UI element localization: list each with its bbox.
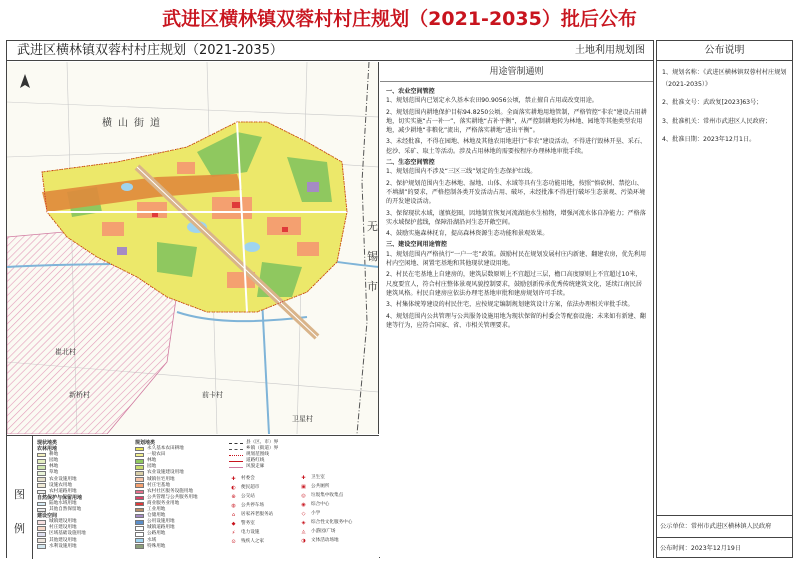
legend-item-label: 公共厕所 xyxy=(311,484,330,490)
legend-swatch xyxy=(135,502,144,507)
legend-item-label: 林地 xyxy=(49,464,59,470)
notes-paragraph: 3、保留现状水域，谨慎挖圈，因地制宜恢复河流湖池水生植物，增强河流水体自净能力；严格落实水域保护蓝线，保障沿湖沿河生态开敞空间。 xyxy=(386,209,646,226)
legend-symbol-item xyxy=(299,474,377,483)
announcement-title: 公布说明 xyxy=(657,41,792,61)
legend-swatch xyxy=(37,465,46,470)
legend-item-label: 林地 xyxy=(147,458,157,464)
legend-symbol-icon: ◉ xyxy=(301,502,306,509)
notes-paragraph: 2、规划范围内耕地保护目标94.8250公顷。全面落实耕地用地管制，严格管控“非农”建设占用耕地，切实实施“占一补一”，落实耕地“占补平衡”，从严控制耕地转为林地、园地等其他类型农用地，减少耕地“非粮化”流出，严格落实耕地“进出平衡”。 xyxy=(386,108,647,135)
legend-item-label: 农村道路用地 xyxy=(49,488,77,494)
legend-label xyxy=(7,436,33,559)
legend-symbol-icon: ◐ xyxy=(231,484,236,491)
notes-paragraph: 4、鼓励实施森林抚育，提高森林资源生态功能和景观效果。 xyxy=(386,230,549,238)
legend-symbol-item xyxy=(229,474,299,483)
plan-subtitle: 土地利用规划图 xyxy=(575,45,645,56)
legend-swatch xyxy=(135,477,144,482)
legend-item xyxy=(135,544,225,550)
legend-item-label: 永久基本农田耕地 xyxy=(147,446,184,452)
publish-date: 公布时间：2023年12月19日 xyxy=(657,537,792,558)
legend-swatch xyxy=(135,538,144,543)
announcement-footer xyxy=(657,515,792,558)
legend-swatch xyxy=(37,453,46,458)
announcement-item: 4、批准日期：2023年12月1日。 xyxy=(662,136,756,143)
legend-swatch xyxy=(135,514,144,519)
plan-title: 武进区横林镇双蓉村村庄规划（2021-2035） xyxy=(17,43,283,58)
legend-symbol-icon: ◈ xyxy=(301,520,306,527)
usage-control-notes xyxy=(380,62,653,558)
legend-swatch xyxy=(135,459,144,464)
legend-current-column xyxy=(37,440,119,550)
land-use-map-graphic xyxy=(7,62,379,434)
legend-current-sub2: 自然保护与保留用地 xyxy=(37,494,83,501)
legend-swatch xyxy=(135,544,144,549)
legend-lines-column xyxy=(229,440,299,546)
notes-paragraph: 3、村集体统筹建设的村民住宅，应按规定编制规划建筑设计方案，依法办理相关审批手续。 xyxy=(386,301,634,309)
legend-item-label: 垃圾集中收集点 xyxy=(311,493,344,499)
notes-paragraph: 1、规划范围内已划定永久基本农田90.9056公顷，禁止擅自占用或改变用途。 xyxy=(386,97,598,105)
legend-symbol-item xyxy=(299,510,377,519)
legend-symbol-icon: ⊕ xyxy=(231,493,236,500)
legend-item-label: 耕地 xyxy=(49,452,59,458)
legend-symbol-item xyxy=(299,537,377,546)
legend-swatch xyxy=(135,496,144,501)
legend-symbol-icon: ◇ xyxy=(301,511,306,518)
legend-swatch xyxy=(135,447,144,452)
legend-symbol-icon: ◍ xyxy=(231,502,236,509)
legend-item-label: 居家养老服务站 xyxy=(241,511,274,517)
legend-symbol-item xyxy=(229,501,299,510)
legend-item-label: 园地 xyxy=(49,458,59,464)
legend-symbol-item xyxy=(229,492,299,501)
map-label-hengshan: 横山街道 xyxy=(102,118,166,129)
legend-plan-column xyxy=(135,440,225,550)
legend-item-label: 设施农用地 xyxy=(49,482,72,488)
land-use-map[interactable] xyxy=(7,62,379,434)
legend-item-label: 综合中心 xyxy=(311,502,330,508)
legend-line-sample xyxy=(229,449,243,450)
announcement-panel xyxy=(656,40,793,558)
notes-paragraph: 1、规划范围内不涉及“三区三线”划定的生态保护红线。 xyxy=(386,168,537,176)
legend-item-label: 道路红线 xyxy=(246,458,265,464)
legend-plan-title: 规划地类 xyxy=(135,440,156,446)
legend-symbol-icon: ⚡ xyxy=(231,529,236,536)
plan-header xyxy=(7,41,653,61)
legend-symbol-icon: ◬ xyxy=(301,529,306,536)
legend-symbol-item xyxy=(229,483,299,492)
legend-symbol-icon: ◆ xyxy=(231,520,236,527)
legend-swatch xyxy=(37,520,46,525)
legend-swatch xyxy=(37,532,46,537)
legend-item-label: 农业设施建设用地 xyxy=(147,470,184,476)
map-label-village-a: 崔北村 xyxy=(55,348,76,356)
legend-symbol-item xyxy=(299,519,377,528)
notes-paragraph: 3、未经批准，不得在园地、林地及其他农用地进行“非农”建设活动，不得进行毁林开垦、采石、挖沙、采矿、取土等活动。涉及占用林地的需要按程序办理林地审批手续。 xyxy=(386,138,647,155)
legend-current-sub1: 农林用地 xyxy=(37,446,58,453)
legend-symbol-icon: ◑ xyxy=(301,538,306,545)
legend-swatch xyxy=(37,502,46,507)
plan-frame xyxy=(6,40,654,558)
legend-current-sub3: 建设空间 xyxy=(37,513,58,520)
legend-item-label: 公交站 xyxy=(241,493,255,499)
legend-swatch xyxy=(37,459,46,464)
legend-item-label: 城镇道路用地 xyxy=(147,525,175,531)
legend-item-label: 公路用地 xyxy=(147,531,166,537)
legend-item-label: 村庄建设用地 xyxy=(49,525,77,531)
map-label-village-b: 新桥村 xyxy=(69,391,90,399)
legend-item-label: 其他自然保留地 xyxy=(49,507,82,513)
notes-section-heading: 三、建设空间用途管控 xyxy=(386,241,447,249)
legend-item-label: 公用设施用地 xyxy=(147,519,175,525)
legend-symbol-item xyxy=(299,528,377,537)
notes-paragraph: 4、规划范围内公共管理与公共服务设施用地为现状保留的村委会等配套设施；未来如有新建、翻建等行为，应符合国家、省、市相关管理要求。 xyxy=(386,312,646,329)
legend-swatch xyxy=(37,526,46,531)
legend-swatch xyxy=(37,544,46,549)
notes-paragraph: 2、保护规划范围内生态林地、湿地、山体、水域等具有生态功能用地，按照“慎砍树、禁挖山、不填湖”的要求，严格控制各类开发活动占用、破坏，未经批准不得进行破坏生态景观、污染环境的开发建设活动。 xyxy=(386,179,646,206)
announcement-item: 3、批准机关：常州市武进区人民政府； xyxy=(662,117,772,125)
legend-item-label: 商业服务业用地 xyxy=(147,500,180,506)
legend-symbol-icon: ⊙ xyxy=(231,538,236,545)
legend-item-label: 水利设施用地 xyxy=(49,543,77,549)
legend-swatch xyxy=(37,538,46,543)
map-label-village-d: 卫星村 xyxy=(292,415,313,423)
map-label-village-c: 前卡村 xyxy=(202,391,223,399)
legend-swatch xyxy=(37,477,46,482)
legend-item-label: 农业设施用地 xyxy=(49,476,77,482)
legend-swatch xyxy=(37,490,46,495)
legend-item-label: 电力设施 xyxy=(241,529,260,535)
notes-paragraph: 1、规划范围内严格执行“一户一宅”政策。鼓励村民在规划发展村庄内新建、翻建农房，优先利用村内空闲地、闲置宅基地和其他现状建设用地。 xyxy=(386,250,647,268)
legend-symbol-item xyxy=(229,528,299,537)
legend-item-label: 仓储用地 xyxy=(147,513,166,519)
legend-item-label: 规划范围线 xyxy=(246,452,269,458)
legend-swatch xyxy=(37,483,46,488)
notes-section-heading: 二、生态空间管控 xyxy=(386,159,435,167)
legend-symbol-item xyxy=(229,510,299,519)
legend-item-label: 特殊用地 xyxy=(147,543,166,549)
legend-item-label: 文体活动场地 xyxy=(311,538,339,544)
legend-item-label: 区域基础设施用地 xyxy=(49,531,86,537)
legend-line-sample xyxy=(229,467,243,468)
legend-swatch xyxy=(135,483,144,488)
legend-symbol-item xyxy=(229,519,299,528)
legend-item-label: 陆地水域用地 xyxy=(49,500,77,506)
notes-section-heading: 一、农业空间管控 xyxy=(386,88,435,95)
legend-item-label: 小游园/广场 xyxy=(311,529,336,535)
legend-symbol-icon: ✚ xyxy=(301,475,306,482)
legend-item-label: 村委会 xyxy=(241,475,255,481)
legend-item-label: 村庄宅基地 xyxy=(147,482,170,488)
legend xyxy=(7,435,379,558)
legend-swatch xyxy=(135,508,144,513)
legend-symbol-item xyxy=(299,483,377,492)
announcement-item: 2、批准文号：武政复[2023]63号； xyxy=(662,99,763,106)
legend-swatch xyxy=(135,453,144,458)
announcement-body xyxy=(657,61,792,146)
legend-symbol-icon: ◎ xyxy=(301,493,306,500)
legend-item-label: 乡镇（街道）界 xyxy=(246,446,279,452)
legend-item-label: 公共管理与公共服务用地 xyxy=(147,494,198,500)
legend-symbol-item xyxy=(229,537,299,546)
legend-item-label: 便民超市 xyxy=(241,484,260,490)
legend-item-label: 一般农田 xyxy=(147,452,166,458)
notes-paragraph: 2、村民在宅基地上自建房的，建筑层数原则上不宜超过三层，檐口高度原则上不宜超过10米，尺度要宜人，符合村庄整体景观风貌控制要求，鼓励创新传承优秀传统建筑文化，延续江南民居建筑风格。村民自建房应依法办理宅基地审批和建房规划许可手续。 xyxy=(386,271,642,297)
legend-symbol-icon: ✚ xyxy=(231,475,236,482)
page-title: 武进区横林镇双蓉村村庄规划（2021-2035）批后公布 xyxy=(162,8,637,30)
legend-item-label: 其他建设用地 xyxy=(49,537,77,543)
legend-swatch xyxy=(135,490,144,495)
legend-item-label: 水域 xyxy=(147,537,157,543)
legend-line-sample xyxy=(229,443,243,444)
legend-current-title: 现状地类 xyxy=(37,440,58,446)
legend-item-label: 园地 xyxy=(147,464,157,470)
legend-item-label: 农村社区服务设施用地 xyxy=(147,488,193,494)
legend-swatch xyxy=(135,526,144,531)
publisher: 公示单位：常州市武进区横林镇人民政府 xyxy=(660,523,772,530)
legend-item xyxy=(37,544,119,550)
legend-item-label: 综合性文化服务中心 xyxy=(311,520,353,526)
legend-swatch xyxy=(135,471,144,476)
legend-symbol-item xyxy=(299,492,377,501)
legend-symbol-item xyxy=(299,501,377,510)
legend-item-label: 公共停车场 xyxy=(241,502,264,508)
legend-swatch xyxy=(135,520,144,525)
legend-item-label: 小学 xyxy=(311,511,321,517)
legend-swatch xyxy=(135,532,144,537)
legend-swatch xyxy=(37,471,46,476)
legend-symbol-icon: ▣ xyxy=(301,484,306,491)
legend-item-label: 工业用地 xyxy=(147,507,166,513)
legend-label-char-1: 图例 xyxy=(14,488,25,535)
legend-swatch xyxy=(37,508,46,513)
legend-symbols-column xyxy=(299,474,377,546)
legend-item-label: 卫生室 xyxy=(311,475,325,481)
legend-item-label: 城镇建设用地 xyxy=(49,519,77,525)
legend-swatch xyxy=(135,465,144,470)
notes-title: 用途管制通则 xyxy=(380,62,653,82)
announcement-item: 1、规划名称：《武进区横林镇双蓉村村庄规划（2021-2035）》 xyxy=(662,69,787,88)
legend-item-label: 城镇住宅用地 xyxy=(147,476,175,482)
legend-symbol-icon: ⌂ xyxy=(231,511,236,518)
map-label-wuxi: 无锡市 xyxy=(367,220,378,293)
legend-line-sample xyxy=(229,455,243,456)
legend-item-label: 草地 xyxy=(49,470,59,476)
legend-item-label: 残疾人之家 xyxy=(241,538,264,544)
notes-body xyxy=(380,82,653,330)
legend-item-label: 风貌走廊 xyxy=(246,464,265,470)
legend-item-label: 警务室 xyxy=(241,520,255,526)
legend-item-label: 县（区、市）界 xyxy=(246,440,279,445)
legend-line-sample xyxy=(229,461,243,462)
